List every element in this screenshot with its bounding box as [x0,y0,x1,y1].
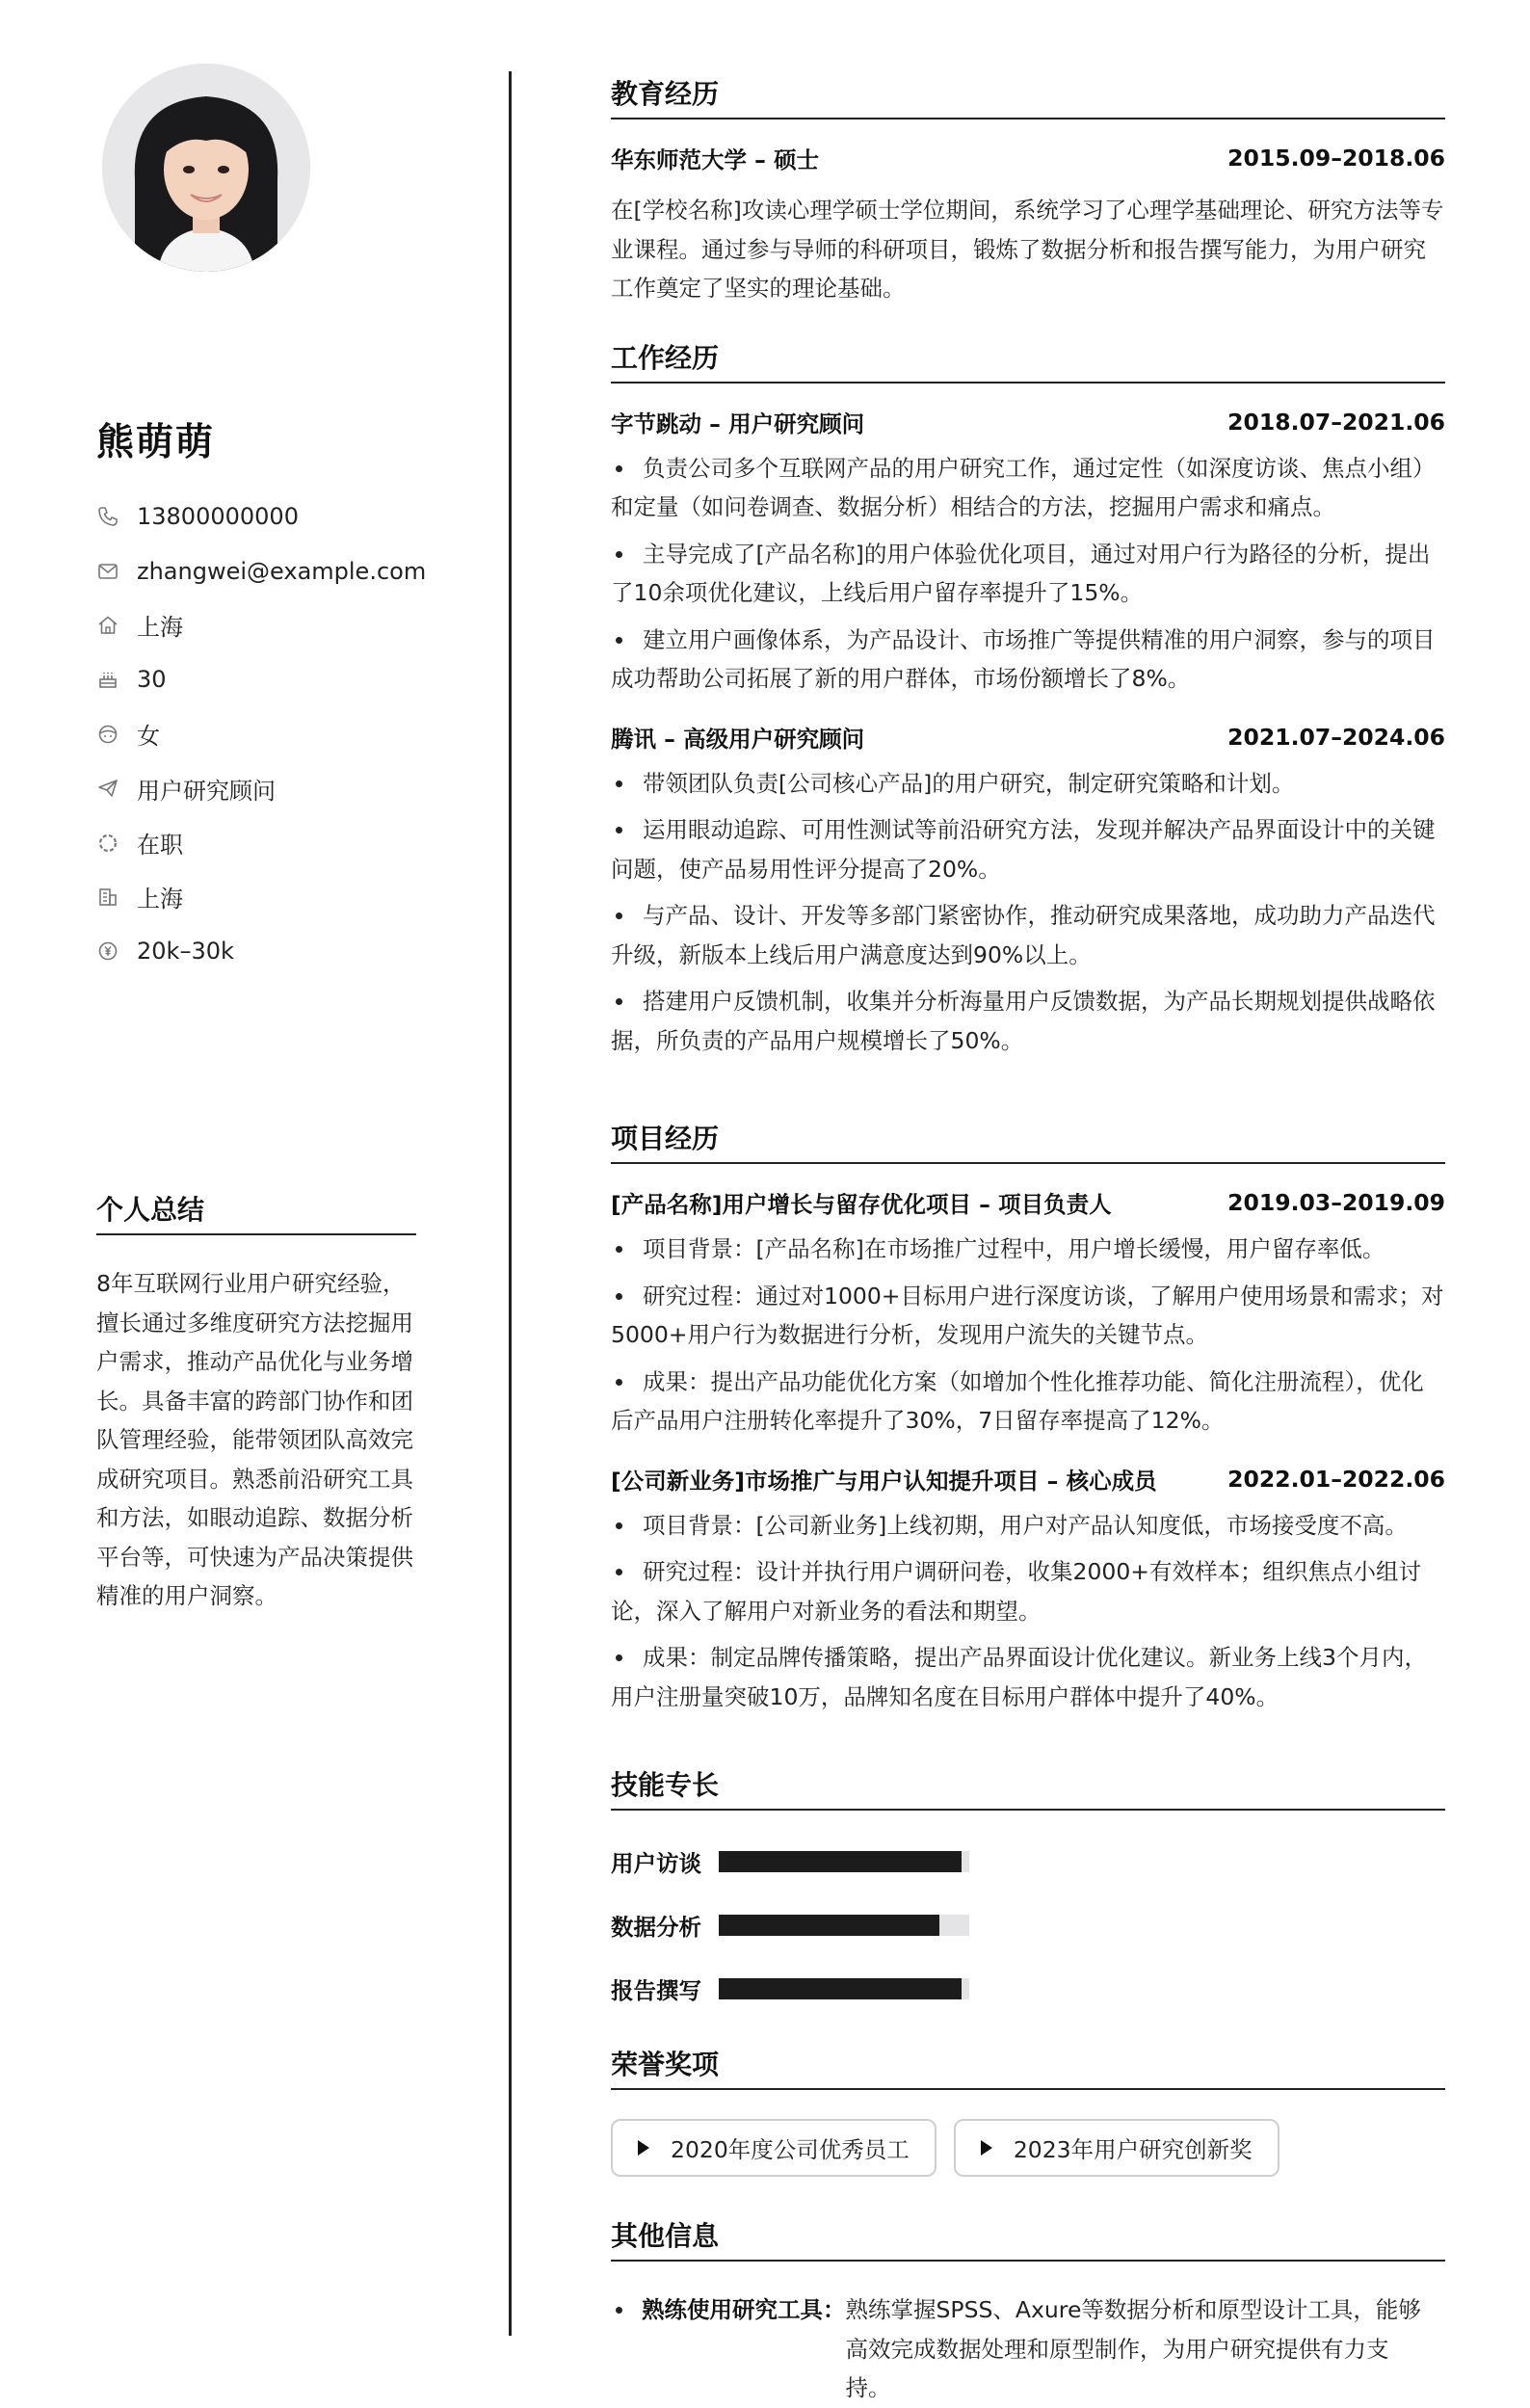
info-city [96,870,482,924]
info-status-value: 在职 [137,832,183,860]
phone-icon [96,505,119,528]
work-heading: 腾讯 – 高级用户研究顾问 [611,725,865,753]
project-date: 2022.01–2022.06 [1227,1465,1445,1493]
list-item: 负责公司多个互联网产品的用户研究工作，通过定性（如深度访谈、焦点小组）和定量（如问卷调查、数据分析）相结合的方法，挖掘用户需求和痛点。 [611,449,1445,527]
info-gender [96,707,482,761]
honor-badge [611,2119,936,2177]
work-entry-head [611,718,1445,756]
info-gender-value: 女 [137,723,160,751]
list-item: 研究过程：设计并执行用户调研问卷，收集2000+有效样本；组织焦点小组讨论，深入了解用户对新业务的看法和期望。 [611,1552,1445,1630]
skill-bar-fill [719,1915,939,1936]
education-entry-head [611,139,1445,177]
work-date: 2018.07–2021.06 [1227,408,1445,436]
info-age [96,652,482,706]
project-date: 2019.03–2019.09 [1227,1189,1445,1216]
list-item: 项目背景：[公司新业务]上线初期，用户对产品认知度低，市场接受度不高。 [611,1506,1445,1546]
info-position-value: 用户研究顾问 [137,777,276,805]
avatar [102,64,310,272]
summary-section [96,1189,416,1616]
info-email-value: zhangwei@example.com [137,557,427,585]
work-bullets [611,764,1445,1061]
education-heading: 华东师范大学 – 硕士 [611,146,820,173]
skill-bar-track [719,1978,969,1999]
info-location [96,598,482,652]
list-item: 研究过程：通过对1000+目标用户进行深度访谈，了解用户使用场景和需求；对5000+用户行为数据进行分析，发现用户流失的关键节点。 [611,1277,1445,1355]
project-bullets [611,1506,1445,1717]
work-heading: 字节跳动 – 用户研究顾问 [611,410,865,437]
other-item-key: 熟练使用研究工具： [642,2296,846,2323]
candidate-name: 熊萌萌 [96,421,216,464]
info-phone [96,490,482,543]
list-item: 与产品、设计、开发等多部门紧密协作，推动研究成果落地，成功助力产品迭代升级，新版本上线后用户满意度达到90%以上。 [611,896,1445,974]
project-heading: [产品名称]用户增长与留存优化项目 – 项目负责人 [611,1191,1112,1218]
info-salary [96,924,482,978]
info-location-value: 上海 [137,614,183,642]
status-icon [96,832,119,855]
mail-icon [96,560,119,583]
send-icon [96,777,119,800]
main-content [611,73,1445,2408]
skill-label: 报告撰写 [611,1977,701,2004]
list-item: 项目背景：[产品名称]在市场推广过程中，用户增长缓慢，用户留存率低。 [611,1230,1445,1269]
education-desc: 在[学校名称]攻读心理学硕士学位期间，系统学习了心理学基础理论、研究方法等专业课程。通过参与导师的科研项目，锻炼了数据分析和报告撰写能力，为用户研究工作奠定了坚实的理论基础。 [611,197,1444,302]
skill-item [611,1965,1039,2013]
other-section [611,2215,1445,2408]
work-bullets [611,449,1445,699]
list-item: 成果：提出产品功能优化方案（如增加个性化推荐功能、简化注册流程），优化后产品用户注册转化率提升了30%，7日留存率提高了12%。 [611,1363,1445,1441]
project-entry-head [611,1183,1445,1222]
skills-section [611,1764,1445,2028]
project-heading: [公司新业务]市场推广与用户认知提升项目 – 核心成员 [611,1467,1157,1495]
project-entry-head [611,1460,1445,1498]
skill-item [611,1838,1039,1886]
list-item: 运用眼动追踪、可用性测试等前沿研究方法，发现并解决产品界面设计中的关键问题，使产品易用性评分提高了20%。 [611,810,1445,888]
list-item: 建立用户画像体系，为产品设计、市场推广等提供精准的用户洞察，参与的项目成功帮助公司拓展了新的用户群体，市场份额增长了8%。 [611,621,1445,699]
education-section [611,73,1445,308]
play-icon [638,2140,649,2156]
honor-label: 2023年用户研究创新奖 [1013,2136,1253,2163]
skill-bar-track [719,1851,969,1872]
education-title: 教育经历 [611,73,1445,119]
education-date: 2015.09–2018.06 [1227,145,1445,172]
play-icon [981,2140,992,2156]
honor-badge [954,2119,1279,2177]
work-entry-head [611,403,1445,441]
other-title: 其他信息 [611,2215,1445,2262]
list-item: 成果：制定品牌传播策略，提出产品界面设计优化建议。新业务上线3个月内，用户注册量突破10万，品牌知名度在目标用户群体中提升了40%。 [611,1638,1445,1716]
honors-title: 荣誉奖项 [611,2044,1445,2090]
building-icon [96,886,119,909]
summary-text: 8年互联网行业用户研究经验，擅长通过多维度研究方法挖掘用户需求，推动产品优化与业务增长。具备丰富的跨部门协作和团队管理经验，能带领团队高效完成研究项目。熟悉前沿研究工具和方法，如眼动追踪、数据分析平台等，可快速为产品决策提供精准的用户洞察。 [96,1270,413,1609]
skill-bar-fill [719,1978,962,1999]
honors-section [611,2044,1445,2177]
skill-label: 数据分析 [611,1914,701,1941]
skills-list [611,1838,1445,2028]
info-phone-value: 13800000000 [137,503,299,531]
skill-item [611,1901,1039,1949]
info-status [96,815,482,869]
gender-icon [96,723,119,746]
other-item [611,2290,1445,2408]
skill-bar-track [719,1915,969,1936]
work-section [611,337,1445,1061]
list-item: 搭建用户反馈机制，收集并分析海量用户反馈数据，为产品长期规划提供战略依据，所负责的产品用户规模增长了50%。 [611,982,1445,1060]
info-salary-value: 20k–30k [137,938,234,966]
projects-title: 项目经历 [611,1118,1445,1164]
projects-section [611,1118,1445,1716]
cake-icon [96,668,119,691]
honors-list [611,2119,1445,2177]
skill-bar-fill [719,1851,962,1872]
salary-icon [96,939,119,963]
work-date: 2021.07–2024.06 [1227,723,1445,751]
summary-title: 个人总结 [96,1189,416,1235]
avatar-portrait [102,64,310,272]
work-title: 工作经历 [611,337,1445,384]
skills-title: 技能专长 [611,1764,1445,1811]
column-divider [509,71,512,2336]
info-email [96,543,482,597]
info-position [96,761,482,815]
info-city-value: 上海 [137,886,183,913]
contact-info [96,490,482,979]
project-bullets [611,1230,1445,1441]
other-item-value: 熟练掌握SPSS、Axure等数据分析和原型设计工具，能够高效完成数据处理和原型制作，为用户研究提供有力支持。 [845,2296,1421,2401]
info-age-value: 30 [137,666,167,694]
honor-label: 2020年度公司优秀员工 [671,2136,910,2163]
bullet-dot [616,2307,622,2314]
skill-label: 用户访谈 [611,1850,701,1877]
list-item: 带领团队负责[公司核心产品]的用户研究，制定研究策略和计划。 [611,764,1445,804]
home-icon [96,614,119,637]
list-item: 主导完成了[产品名称]的用户体验优化项目，通过对用户行为路径的分析，提出了10余项优化建议，上线后用户留存率提升了15%。 [611,535,1445,613]
